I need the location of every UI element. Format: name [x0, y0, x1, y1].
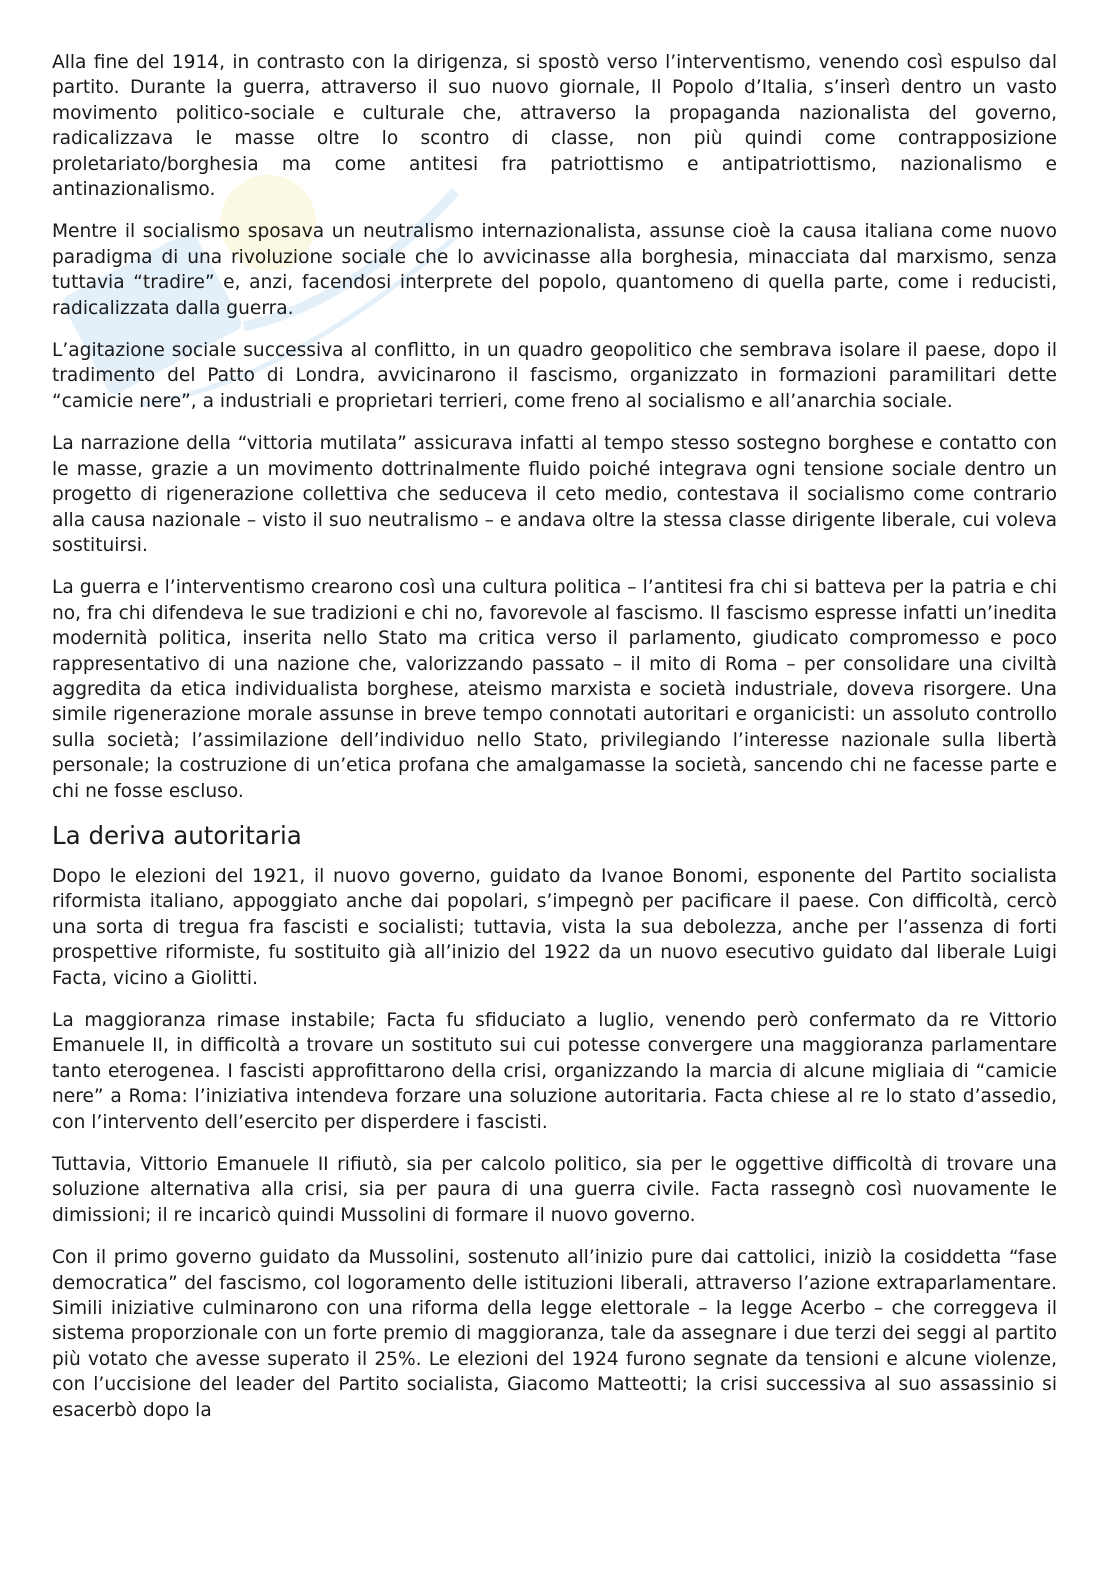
section-heading: La deriva autoritaria: [52, 820, 302, 850]
paragraph: Tuttavia, Vittorio Emanuele II rifiutò, sia per calcolo politico, sia per le oggettive difficoltà di trovare una soluzione alternativa alla crisi, sia per paura di una guerra civile. Facta rassegnò così nuovamente le dimissioni; il re incaricò quindi Mussolini di formare il nuovo governo.: [52, 1154, 1057, 1226]
paragraph: La guerra e l’interventismo crearono così una cultura politica – l’antitesi fra chi si batteva per la patria e chi no, fra chi difendeva le sue tradizioni e chi no, favorevole al fascismo. Il fascismo espresse infatti un’inedita modernità politica, inserita nello Stato ma critica verso il parlamento, giudicato compromesso e poco rappresentativo di una nazione che, valorizzando passato – il mito di Roma – per consolidare una civiltà aggredita da etica individualista borghese, ateismo marxista e società industriale, doveva risorgere. Una simile rigenerazione morale assunse in breve tempo connotati autoritari e organicisti: un assoluto controllo sulla società; l’assimilazione dell’individuo nello Stato, privilegiando l’interesse nazionale sulla libertà personale; la costruzione di un’etica profana che amalgamasse la società, sancendo chi ne facesse parte e chi ne fosse escluso.: [52, 577, 1057, 802]
document-page: [52, 50, 1057, 1440]
paragraph: Alla fine del 1914, in contrasto con la dirigenza, si spostò verso l’interventismo, venendo così espulso dal partito. Durante la guerra, attraverso il suo nuovo giornale, Il Popolo d’Italia, s’inserì dentro un vasto movimento politico-sociale e culturale che, attraverso la propaganda nazionalista del governo, radicalizzava le masse oltre lo scontro di classe, non più quindi come contrapposizione proletariato/borghesia ma come antitesi fra patriottismo e antipatriottismo, nazionalismo e antinazionalismo.: [52, 52, 1057, 201]
paragraph: Con il primo governo guidato da Mussolini, sostenuto all’inizio pure dai cattolici, iniziò la cosiddetta “fase democratica” del fascismo, col logoramento delle istituzioni liberali, attraverso l’azione extraparlamentare. Simili iniziative culminarono con una riforma della legge elettorale – la legge Acerbo – che correggeva il sistema proporzionale con un forte premio di maggioranza, tale da assegnare i due terzi dei seggi al partito più votato che avesse superato il 25%. Le elezioni del 1924 furono segnate da tensioni e alcune violenze, con l’uccisione del leader del Partito socialista, Giacomo Matteotti; la crisi successiva al suo assassinio si esacerbò dopo la: [52, 1247, 1057, 1421]
paragraph: Dopo le elezioni del 1921, il nuovo governo, guidato da Ivanoe Bonomi, esponente del Partito socialista riformista italiano, appoggiato anche dai popolari, s’impegnò per pacificare il paese. Con difficoltà, cercò una sorta di tregua fra fascisti e socialisti; tuttavia, vista la sua debolezza, anche per l’assenza di forti prospettive riformiste, fu sostituito già all’inizio del 1922 da un nuovo esecutivo guidato dal liberale Luigi Facta, vicino a Giolitti.: [52, 865, 1057, 989]
paragraph: Mentre il socialismo sposava un neutralismo internazionalista, assunse cioè la causa italiana come nuovo paradigma di una rivoluzione sociale che lo avvicinasse alla borghesia, minacciata dal marxismo, senza tuttavia “tradire” e, anzi, facendosi interprete del popolo, quantomeno di quella parte, come i reducisti, radicalizzata dalla guerra.: [52, 221, 1057, 319]
paragraph: La maggioranza rimase instabile; Facta fu sfiduciato a luglio, venendo però confermato da re Vittorio Emanuele II, in difficoltà a trovare un sostituto sui cui potesse convergere una maggioranza parlamentare tanto eterogenea. I fascisti approfittarono della crisi, organizzando la marcia di alcune migliaia di “camicie nere” a Roma: l’iniziativa intendeva forzare una soluzione autoritaria. Facta chiese al re lo stato d’assedio, con l’intervento dell’esercito per disperdere i fascisti.: [52, 1010, 1057, 1133]
paragraph: L’agitazione sociale successiva al conflitto, in un quadro geopolitico che sembrava isolare il paese, dopo il tradimento del Patto di Londra, avvicinarono il fascismo, organizzato in formazioni paramilitari dette “camicie nere”, a industriali e proprietari terrieri, come freno al socialismo e all’anarchia sociale.: [52, 340, 1057, 412]
paragraph: La narrazione della “vittoria mutilata” assicurava infatti al tempo stesso sostegno borghese e contatto con le masse, grazie a un movimento dottrinalmente fluido poiché integrava ogni tensione sociale dentro un progetto di rigenerazione collettiva che seduceva il ceto medio, contestava il socialismo come contrario alla causa nazionale – visto il suo neutralismo – e andava oltre la stessa classe dirigente liberale, cui voleva sostituirsi.: [52, 433, 1057, 556]
